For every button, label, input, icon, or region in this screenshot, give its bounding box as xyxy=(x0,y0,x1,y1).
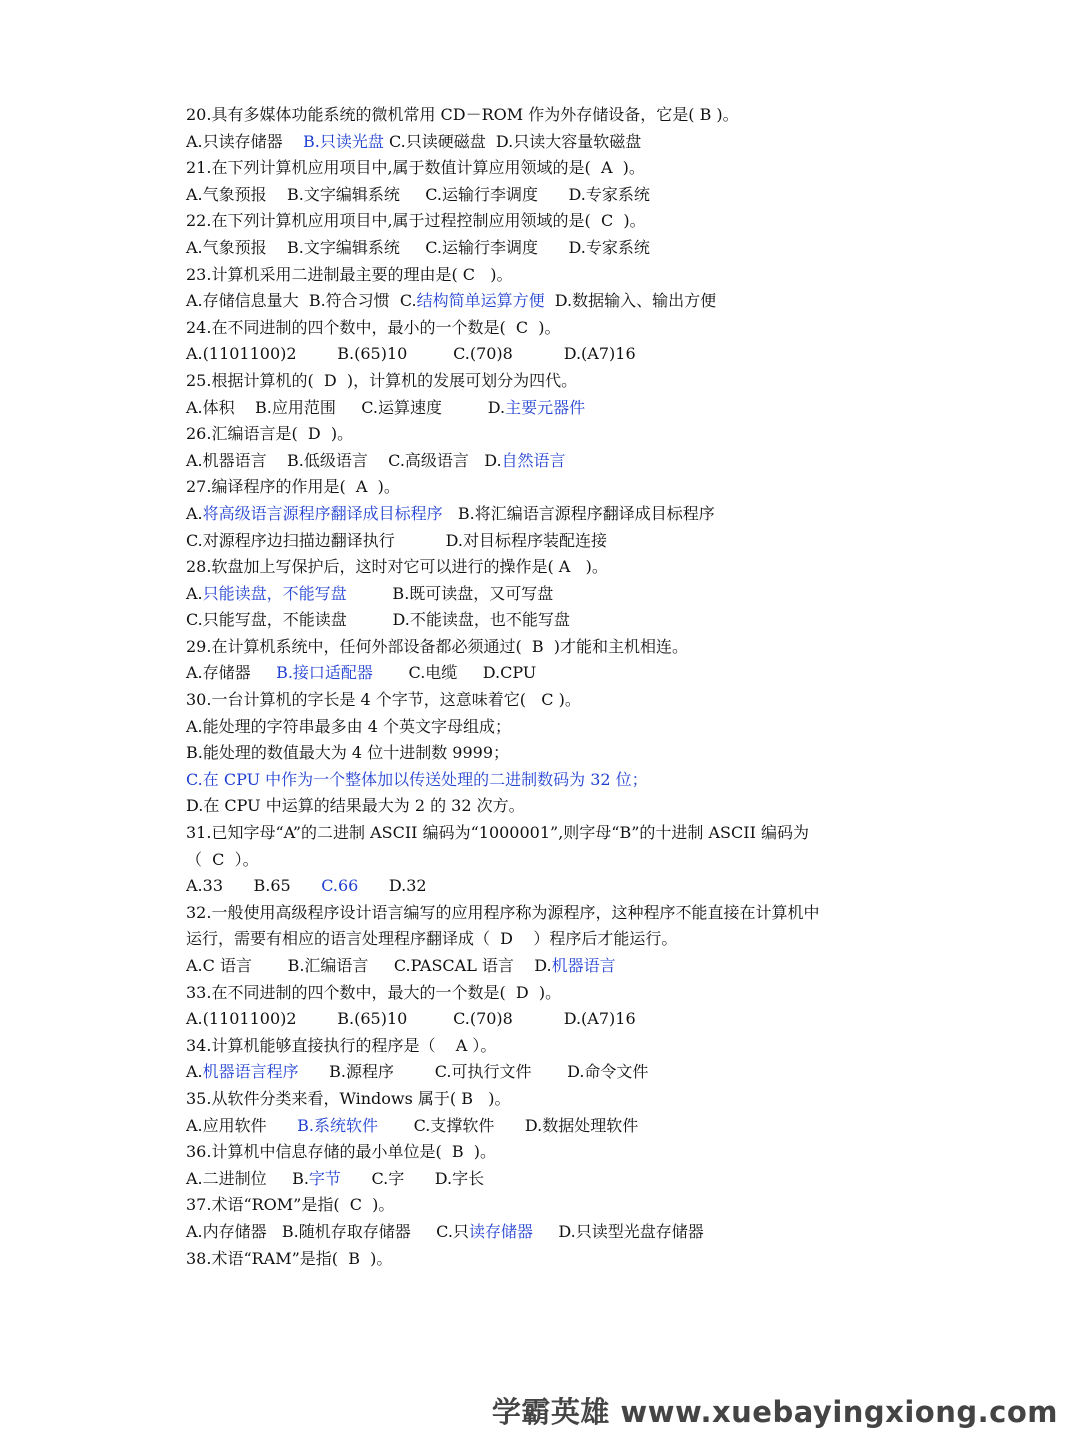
text-segment: 27.编译程序的作用是( A )。 xyxy=(186,477,400,497)
highlighted-answer: 机器语言 xyxy=(551,956,616,975)
text-line xyxy=(186,687,946,714)
text-line xyxy=(186,1033,946,1060)
highlighted-answer: 将高级语言源程序翻译成目标程序 xyxy=(202,503,443,523)
text-line xyxy=(186,262,946,289)
text-line xyxy=(186,448,946,475)
text-segment: A.只读存储器 xyxy=(186,131,303,151)
text-segment: B.将汇编语言源程序翻译成目标程序 xyxy=(442,503,715,523)
text-line xyxy=(186,1219,946,1246)
text-segment: C.字 D.字长 xyxy=(340,1168,485,1188)
text-segment: A.气象预报 B.文字编辑系统 C.运输行李调度 D.专家系统 xyxy=(186,184,650,204)
text-segment: 24.在不同进制的四个数中，最小的一个数是( C )。 xyxy=(186,317,561,337)
text-segment: A.(1101100)2 B.(65)10 C.(70)8 D.(A7)16 xyxy=(186,344,636,364)
document-body xyxy=(186,102,946,1272)
text-segment: 29.在计算机系统中，任何外部设备都必须通过( B )才能和主机相连。 xyxy=(186,636,689,656)
text-line xyxy=(186,1113,946,1140)
text-segment: A.存储信息量大 B.符合习惯 C. xyxy=(186,291,417,311)
text-segment: 31.已知字母“A”的二进制 ASCII 编码为“1000001”,则字母“B”的十进制 ASCII 编码为 xyxy=(186,823,809,843)
text-segment: 37.术语“ROM”是指( C )。 xyxy=(186,1195,395,1215)
text-segment: C.只读硬磁盘 D.只读大容量软磁盘 xyxy=(383,131,642,151)
text-segment: A.应用软件 xyxy=(186,1115,298,1135)
text-segment: 32.一般使用高级程序设计语言编写的应用程序称为源程序，这种程序不能直接在计算机中 xyxy=(186,902,820,922)
text-line xyxy=(186,714,946,741)
text-segment: 28.软盘加上写保护后，这时对它可以进行的操作是( A )。 xyxy=(186,557,608,577)
text-segment: 35.从软件分类来看，Windows 属于( B )。 xyxy=(186,1088,511,1108)
text-segment: A. xyxy=(186,503,203,523)
text-segment: 21.在下列计算机应用项目中,属于数值计算应用领域的是( A )。 xyxy=(186,158,645,178)
text-line xyxy=(186,368,946,395)
text-line xyxy=(186,1006,946,1033)
highlighted-answer: 字节 xyxy=(308,1168,341,1188)
text-line xyxy=(186,421,946,448)
text-segment: B.能处理的数值最大为 4 位十进制数 9999； xyxy=(186,743,510,763)
text-segment: A.体积 B.应用范围 C.运算速度 D. xyxy=(186,397,506,417)
text-segment: 运行，需要有相应的语言处理程序翻译成（ D ）程序后才能运行。 xyxy=(186,929,678,949)
text-segment: A. xyxy=(186,1062,203,1082)
text-line xyxy=(186,315,946,342)
text-line xyxy=(186,474,946,501)
text-line xyxy=(186,501,946,528)
text-line xyxy=(186,873,946,900)
text-line xyxy=(186,208,946,235)
text-line xyxy=(186,581,946,608)
highlighted-answer: B.只读光盘 xyxy=(303,131,384,151)
text-segment: C.只能写盘，不能读盘 D.不能读盘，也不能写盘 xyxy=(186,610,570,630)
text-line xyxy=(186,740,946,767)
text-segment: B.既可读盘，又可写盘 xyxy=(346,583,554,603)
text-segment: 22.在下列计算机应用项目中,属于过程控制应用领域的是( C )。 xyxy=(186,211,646,231)
text-segment: A.机器语言 B.低级语言 C.高级语言 D. xyxy=(186,450,502,470)
text-line xyxy=(186,926,946,953)
text-segment: C.支撑软件 D.数据处理软件 xyxy=(378,1115,639,1135)
text-segment: D.只读型光盘存储器 xyxy=(532,1221,704,1241)
text-segment: A.能处理的字符串最多由 4 个英文字母组成； xyxy=(186,716,511,736)
text-line xyxy=(186,634,946,661)
text-line xyxy=(186,235,946,262)
text-line xyxy=(186,1246,946,1273)
text-line xyxy=(186,155,946,182)
text-line xyxy=(186,820,946,847)
text-line xyxy=(186,288,946,315)
text-segment: 20.具有多媒体功能系统的微机常用 CD－ROM 作为外存储设备，它是( B )。 xyxy=(186,105,739,124)
text-segment: A.存储器 xyxy=(186,663,277,683)
highlighted-answer: B.接口适配器 xyxy=(276,663,373,683)
highlighted-answer: 自然语言 xyxy=(501,450,566,470)
text-segment: C.电缆 D.CPU xyxy=(372,663,537,683)
text-line xyxy=(186,395,946,422)
text-segment: B.源程序 C.可执行文件 D.命令文件 xyxy=(298,1062,649,1082)
text-line xyxy=(186,607,946,634)
text-line xyxy=(186,980,946,1007)
highlighted-answer: B.系统软件 xyxy=(297,1115,379,1135)
highlighted-answer: C.66 xyxy=(321,876,359,896)
text-segment: D.在 CPU 中运算的结果最大为 2 的 32 次方。 xyxy=(186,796,525,816)
text-segment: A.内存储器 B.随机存取存储器 C.只 xyxy=(186,1221,469,1241)
text-segment: A.(1101100)2 B.(65)10 C.(70)8 D.(A7)16 xyxy=(186,1009,636,1029)
text-line xyxy=(186,129,946,156)
highlighted-answer: 读存储器 xyxy=(468,1221,533,1241)
text-line xyxy=(186,1086,946,1113)
highlighted-answer: 只能读盘，不能写盘 xyxy=(202,583,347,603)
text-line xyxy=(186,1059,946,1086)
text-line xyxy=(186,660,946,687)
text-segment: 34.计算机能够直接执行的程序是（ A ）。 xyxy=(186,1035,497,1055)
text-line xyxy=(186,847,946,874)
text-segment: 23.计算机采用二进制最主要的理由是( C )。 xyxy=(186,264,513,284)
text-segment: D.数据输入、输出方便 xyxy=(544,291,717,311)
text-line xyxy=(186,102,946,129)
highlighted-answer: 机器语言程序 xyxy=(202,1062,299,1082)
text-segment: A. xyxy=(186,583,203,603)
text-segment: C.对源程序边扫描边翻译执行 D.对目标程序装配连接 xyxy=(186,530,607,550)
text-line xyxy=(186,793,946,820)
text-line xyxy=(186,554,946,581)
text-segment: D.32 xyxy=(358,876,427,896)
text-segment: A.气象预报 B.文字编辑系统 C.运输行李调度 D.专家系统 xyxy=(186,237,650,257)
text-segment: 30.一台计算机的字长是 4 个字节，这意味着它( C )。 xyxy=(186,690,581,710)
text-segment: A.33 B.65 xyxy=(186,876,322,896)
text-segment: 38.术语“RAM”是指( B )。 xyxy=(186,1248,393,1268)
text-segment: （ C ）。 xyxy=(186,849,259,869)
text-segment: C.在 CPU 中作为一个整体加以传送处理的二进制数码为 32 位； xyxy=(186,769,648,789)
text-segment: 33.在不同进制的四个数中，最大的一个数是( D )。 xyxy=(186,982,562,1002)
text-line xyxy=(186,1139,946,1166)
text-line xyxy=(186,528,946,555)
text-line xyxy=(186,767,946,794)
text-line xyxy=(186,953,946,980)
highlighted-answer: 结构简单运算方便 xyxy=(416,291,545,311)
text-line xyxy=(186,182,946,209)
text-segment: A.C 语言 B.汇编语言 C.PASCAL 语言 D. xyxy=(186,956,552,975)
text-segment: 26.汇编语言是( D )。 xyxy=(186,424,354,444)
site-watermark: 学霸英雄 www.xuebayingxiong.com xyxy=(491,1395,1058,1429)
text-line xyxy=(186,1192,946,1219)
text-line xyxy=(186,341,946,368)
text-segment: 36.计算机中信息存储的最小单位是( B )。 xyxy=(186,1142,497,1162)
text-segment: A.二进制位 B. xyxy=(186,1168,309,1188)
text-line xyxy=(186,900,946,927)
text-segment: 25.根据计算机的( D )，计算机的发展可划分为四代。 xyxy=(186,370,578,390)
text-line xyxy=(186,1166,946,1193)
highlighted-answer: 主要元器件 xyxy=(505,397,586,417)
